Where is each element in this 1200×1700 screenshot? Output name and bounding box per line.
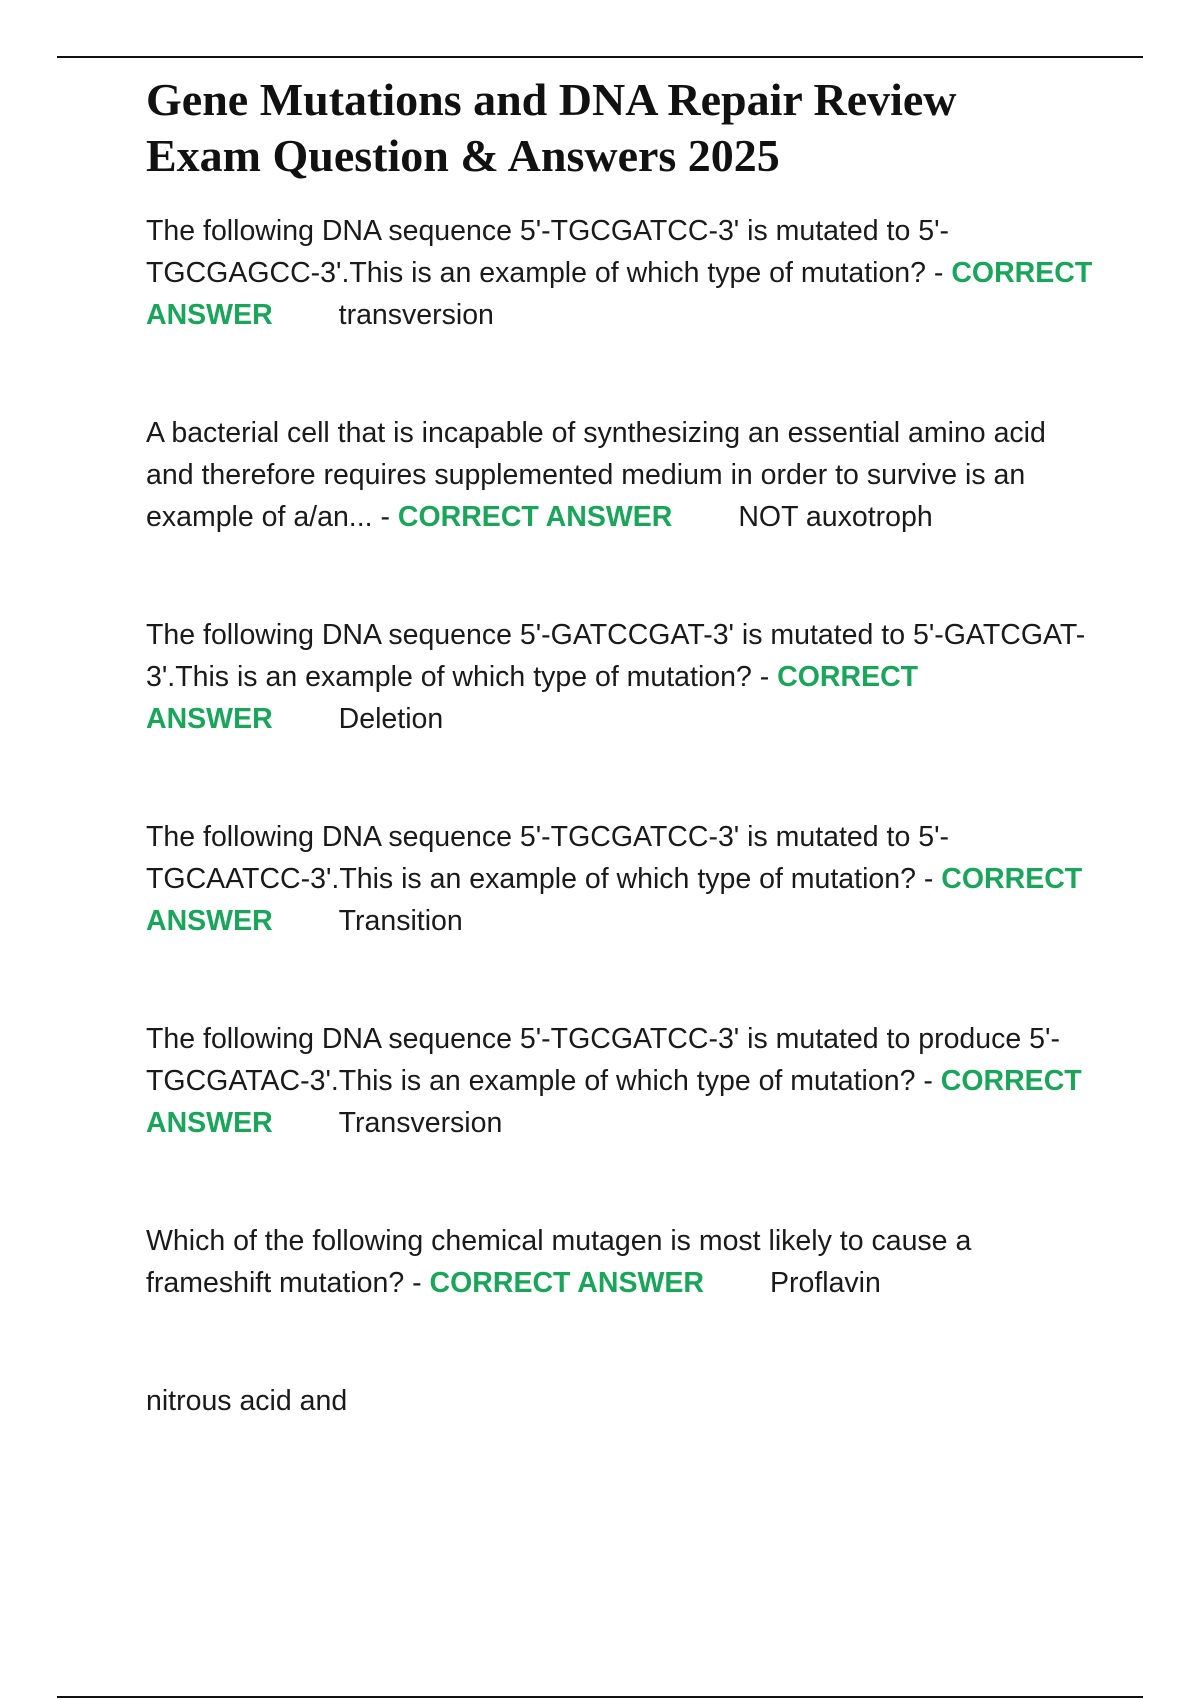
title-line-2: Exam Question & Answers 2025 — [146, 130, 780, 181]
top-rule — [57, 56, 1143, 58]
answer-text: Transition — [338, 905, 463, 937]
question-text: Which of the following chemical mutagen is most likely to cause a frameshift mutation? - — [146, 1225, 972, 1299]
trailing-text: nitrous acid and — [146, 1385, 348, 1417]
qa-item-2 — [146, 412, 1096, 538]
question-text: The following DNA sequence 5'-TGCGATCC-3' is mutated to produce 5'-TGCGATAC-3'.This is an example of which type of mutation? - — [146, 1023, 1060, 1097]
bottom-rule — [57, 1696, 1143, 1698]
correct-answer-label: CORRECT ANSWER — [397, 501, 673, 533]
document-body — [146, 72, 1096, 1422]
correct-answer-label: CORRECT ANSWER — [146, 863, 1083, 937]
answer-text: Proflavin — [769, 1267, 881, 1299]
qa-item-1 — [146, 210, 1096, 336]
question-text: The following DNA sequence 5'-TGCGATCC-3' is mutated to 5'-TGCGAGCC-3'.This is an example of which type of mutation? - — [146, 215, 950, 289]
answer-text: Deletion — [338, 703, 444, 735]
question-text: A bacterial cell that is incapable of synthesizing an essential amino acid and therefore requires supplemented medium in order to survive is an example of a/an... - — [146, 417, 1046, 533]
document-title — [146, 72, 1096, 184]
qa-item-6 — [146, 1220, 1096, 1304]
title-line-1: Gene Mutations and DNA Repair Review — [146, 74, 957, 125]
qa-item-4 — [146, 816, 1096, 942]
answer-text: NOT auxotroph — [738, 501, 933, 533]
correct-answer-label: CORRECT ANSWER — [429, 1267, 704, 1299]
answer-text: transversion — [338, 299, 494, 331]
correct-answer-label: CORRECT ANSWER — [146, 661, 919, 735]
correct-answer-label: CORRECT ANSWER — [146, 257, 1093, 331]
qa-item-5 — [146, 1018, 1096, 1144]
qa-item-3 — [146, 614, 1096, 740]
answer-text: Transversion — [338, 1107, 503, 1139]
question-text: The following DNA sequence 5'-GATCCGAT-3' is mutated to 5'-GATCGAT-3'.This is an example of which type of mutation? - — [146, 619, 1086, 693]
question-text: The following DNA sequence 5'-TGCGATCC-3' is mutated to 5'-TGCAATCC-3'.This is an example of which type of mutation? - — [146, 821, 950, 895]
correct-answer-label: CORRECT ANSWER — [146, 1065, 1082, 1139]
